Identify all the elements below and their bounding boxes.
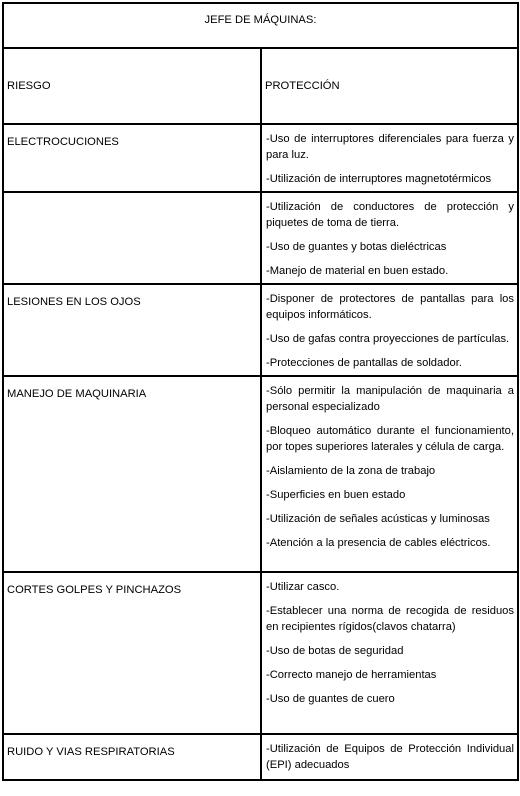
table-title: JEFE DE MÁQUINAS: (3, 3, 518, 48)
header-risk: RIESGO (7, 80, 51, 92)
protection-cell (261, 124, 518, 192)
protection-cell (261, 376, 518, 572)
protection-cell (261, 572, 518, 734)
table-row (3, 572, 518, 734)
table-row (3, 376, 518, 572)
protection-cell (261, 192, 518, 284)
protection-item: -Sólo permitir la manipulación de maquinaria a personal especializado (266, 385, 514, 413)
table-row (3, 124, 518, 192)
protection-item: -Correcto manejo de herramientas (266, 669, 437, 681)
table-header-row (3, 48, 518, 124)
protection-item: -Utilización de Equipos de Protección Individual (EPI) adecuados (266, 743, 514, 771)
risk-cell (3, 192, 261, 284)
protection-item: -Establecer una norma de recogida de residuos en recipientes rígidos(clavos chatarra) (266, 605, 514, 633)
protection-item: -Utilización de conductores de protección y piquetes de toma de tierra. (266, 201, 514, 229)
protection-item: -Bloqueo automático durante el funcionamiento, por topes superiores laterales y célula de carga. (266, 425, 514, 453)
risk-protection-table (2, 2, 519, 781)
protection-cell (261, 734, 518, 780)
protection-item: -Uso de interruptores diferenciales para fuerza y para luz. (266, 133, 514, 161)
table-title-row (3, 3, 518, 48)
protection-item: -Manejo de material en buen estado. (266, 265, 449, 277)
protection-item: -Utilización de interruptores magnetotérmicos (266, 173, 492, 185)
protection-item: -Uso de guantes y botas dieléctricas (266, 241, 447, 253)
protection-item: -Utilización de señales acústicas y luminosas (266, 513, 490, 525)
risk-cell: CORTES GOLPES Y PINCHAZOS (3, 572, 261, 734)
protection-item: -Protecciones de pantallas de soldador. (266, 357, 462, 369)
table-row (3, 192, 518, 284)
header-protection-cell (261, 48, 518, 124)
risk-cell: LESIONES EN LOS OJOS (3, 284, 261, 376)
protection-item: -Aislamiento de la zona de trabajo (266, 465, 436, 477)
table-row (3, 734, 518, 780)
protection-item: -Uso de guantes de cuero (266, 693, 395, 705)
protection-item: -Atención a la presencia de cables eléctricos. (266, 537, 491, 549)
header-protection: PROTECCIÓN (265, 80, 340, 92)
protection-item: -Disponer de protectores de pantallas para los equipos informáticos. (266, 293, 514, 321)
protection-item: -Utilizar casco. (266, 581, 340, 593)
table-row (3, 284, 518, 376)
protection-item: -Uso de botas de seguridad (266, 645, 404, 657)
protection-cell (261, 284, 518, 376)
risk-cell: MANEJO DE MAQUINARIA (3, 376, 261, 572)
risk-cell: RUIDO Y VIAS RESPIRATORIAS (3, 734, 261, 780)
protection-item: -Superficies en buen estado (266, 489, 406, 501)
risk-cell: ELECTROCUCIONES (3, 124, 261, 192)
header-risk-cell (3, 48, 261, 124)
protection-item: -Uso de gafas contra proyecciones de partículas. (266, 333, 510, 345)
